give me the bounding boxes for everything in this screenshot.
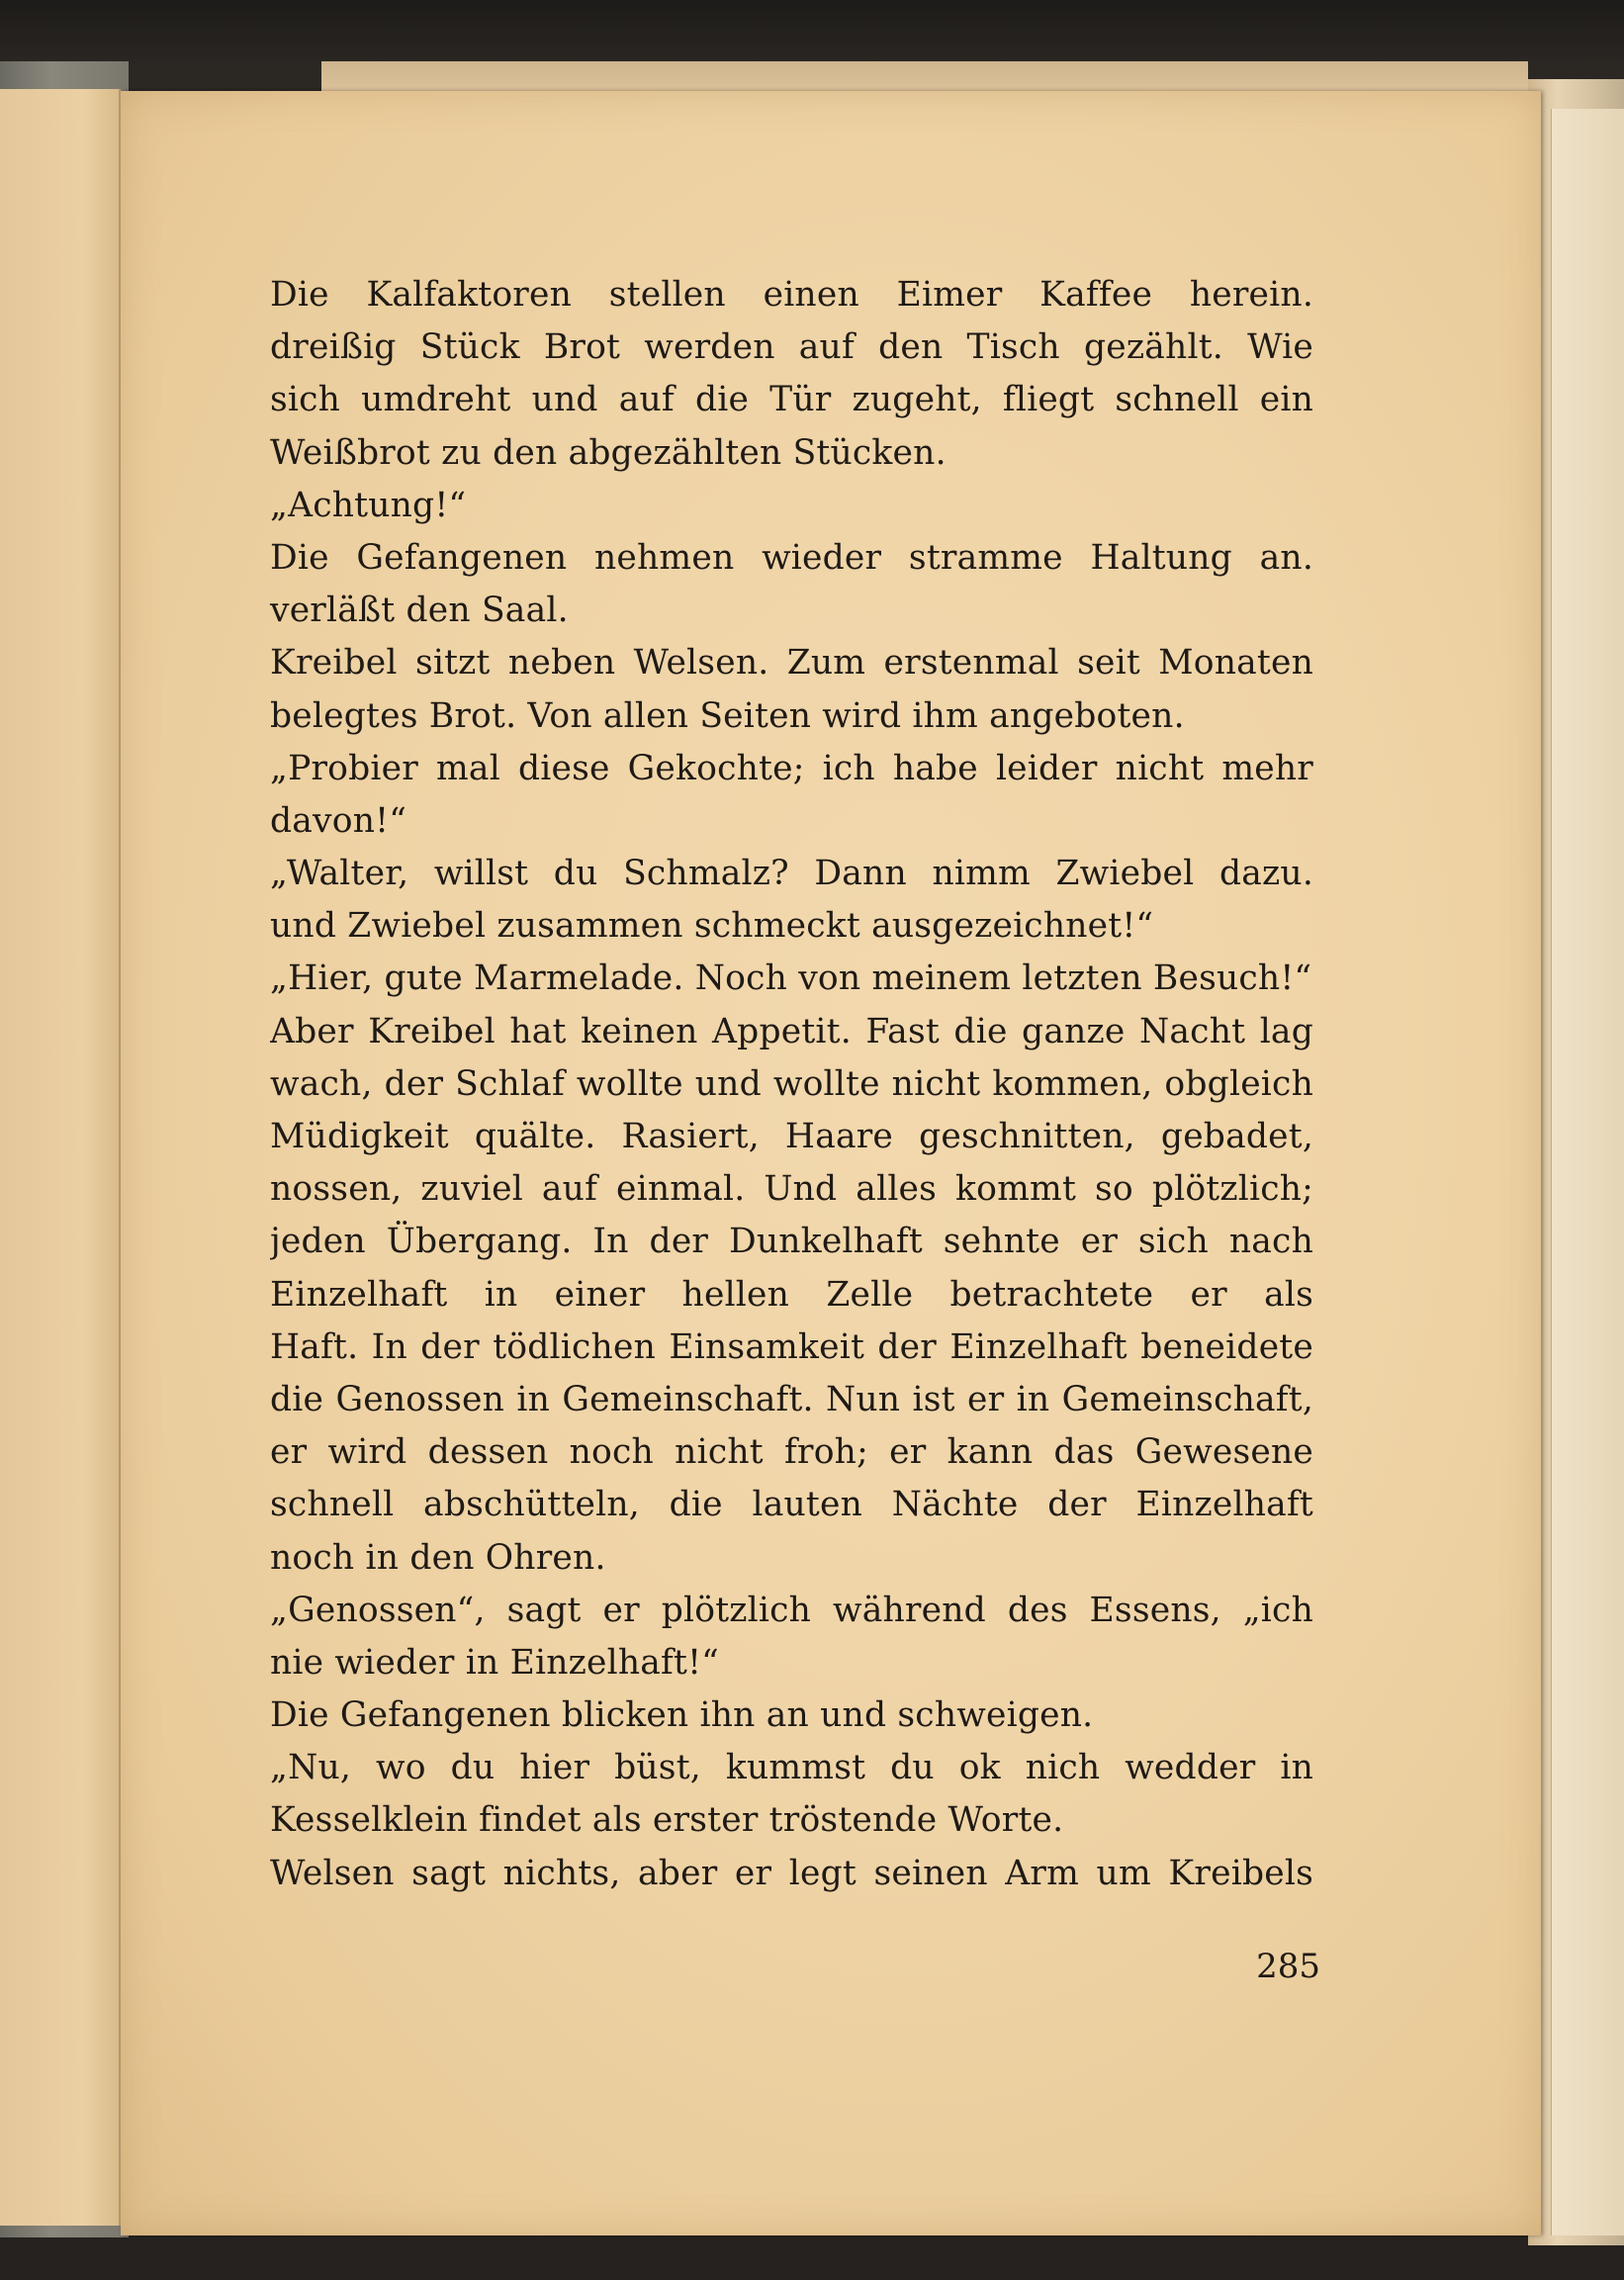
text-line: dreißig Stück Brot werden auf den Tisch gezählt. Wie [270, 327, 1313, 368]
text-line: nossen, zuviel auf einmal. Und alles kommt so plötzlich; [270, 1169, 1313, 1210]
text-line: verläßt den Saal. [270, 591, 569, 631]
text-line: Die Gefangenen blicken ihn an und schweigen. [270, 1695, 1094, 1736]
text-line: „Hier, gute Marmelade. Noch von meinem letzten Besuch!“ [270, 958, 1312, 999]
text-line: Weißbrot zu den abgezählten Stücken. [270, 432, 947, 473]
text-line: Kesselklein findet als erster tröstende Worte. [270, 1800, 1064, 1841]
text-line: Die Kalfaktoren stellen einen Eimer Kaffee herein. [270, 275, 1313, 315]
text-line: er wird dessen noch nicht froh; er kann das Gewesene [270, 1432, 1313, 1473]
text-line: „Probier mal diese Gekochte; ich habe leider nicht mehr [270, 748, 1313, 788]
text-line: und Zwiebel zusammen schmeckt ausgezeichnet!“ [270, 906, 1154, 947]
text-line: nie wieder in Einzelhaft!“ [270, 1642, 719, 1683]
text-line: „Nu, wo du hier büst, kummst du ok nich wedder in [270, 1748, 1313, 1788]
text-line: schnell abschütteln, die lauten Nächte der Einzelhaft [270, 1485, 1313, 1525]
page-top-shadow [321, 61, 1528, 95]
page-number: 285 [1256, 1947, 1320, 1986]
text-line: Aber Kreibel hat keinen Appetit. Fast die ganze Nacht lag [270, 1011, 1313, 1051]
text-line: jeden Übergang. In der Dunkelhaft sehnte er sich nach [270, 1222, 1313, 1262]
text-line: Die Gefangenen nehmen wieder stramme Haltung an. [270, 537, 1313, 578]
previous-page-edge [0, 89, 121, 2226]
text-line: sich umdreht und auf die Tür zugeht, fliegt schnell ein [270, 380, 1313, 420]
body-text [270, 269, 1313, 1900]
text-line: wach, der Schlaf wollte und wollte nicht kommen, obgleich [270, 1063, 1313, 1104]
text-line: belegtes Brot. Von allen Seiten wird ihm angeboten. [270, 695, 1185, 736]
text-line: noch in den Ohren. [270, 1537, 606, 1578]
text-line: davon!“ [270, 800, 407, 841]
text-line: Müdigkeit quälte. Rasiert, Haare geschnitten, gebadet, [270, 1117, 1313, 1156]
text-line: „Walter, willst du Schmalz? Dann nimm Zwiebel dazu. [270, 854, 1313, 894]
text-line: Einzelhaft in einer hellen Zelle betrachtete er als [270, 1274, 1313, 1315]
text-line: Welsen sagt nichts, aber er legt seinen Arm um Kreibels [270, 1853, 1313, 1893]
text-line: Haft. In der tödlichen Einsamkeit der Einzelhaft beneidete [270, 1326, 1313, 1367]
text-line: die Genossen in Gemeinschaft. Nun ist er in Gemeinschaft, [270, 1379, 1313, 1419]
page-stack-sheets [1551, 109, 1624, 2235]
text-line: „Genossen“, sagt er plötzlich während des Essens, „ich [270, 1590, 1313, 1630]
text-line: Kreibel sitzt neben Welsen. Zum erstenmal seit Monaten [270, 643, 1313, 684]
text-line: „Achtung!“ [270, 485, 467, 525]
